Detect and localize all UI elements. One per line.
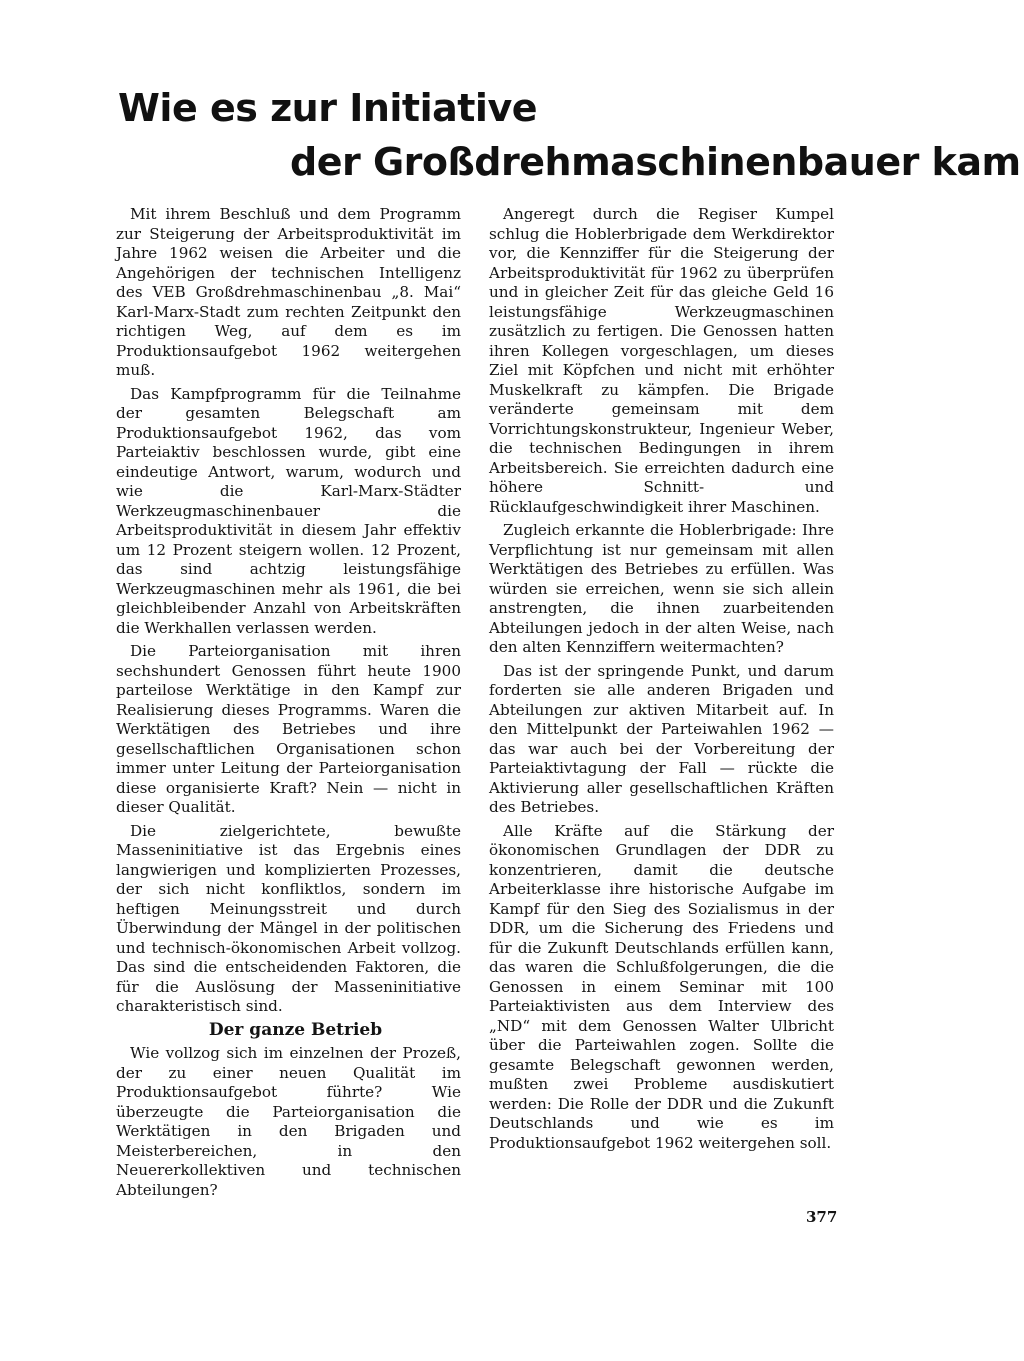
title-line-1: Wie es zur Initiative (118, 86, 537, 130)
right-paragraph-2: Zugleich erkannte die Hoblerbrigade: Ihre Verpflichtung ist nur gemeinsam mit allen Werktätigen des Betriebes zu erfüllen. Was würden sie erreichen, wenn sie sich allein anstrengten, die ihnen zuarbeitenden Abteilungen jedoch in der alten Weise, nach den alten Kennziffern weitermachten? (489, 521, 834, 656)
left-paragraph-2: Das Kampfprogramm für die Teilnahme der gesamten Belegschaft am Produktionsaufgebot 1962, das vom Parteiaktiv beschlossen wurde, gibt eine eindeutige Antwort, warum, wodurch und wie die Karl-Marx-Städter Werkzeugmaschinenbauer die Arbeitsproduktivität in diesem Jahr effektiv um 12 Prozent steigern wollen. 12 Prozent, das sind achtzig leistungsfähige Werkzeugmaschinen mehr als 1961, die bei gleichbleibender Anzahl von Arbeitskräften die Werkhallen verlassen werden. (116, 384, 461, 637)
left-paragraph-3: Die Parteiorganisation mit ihren sechshundert Genossen führt heute 1900 parteilose Werktätige in den Kampf zur Realisierung dieses Programms. Waren die Werktätigen des Betriebes und ihre gesellschaftlichen Organisationen schon immer unter Leitung der Parteiorganisation diese organisierte Kraft? Nein — nicht in dieser Qualität. (116, 642, 461, 816)
section-subheading: Der ganze Betrieb (208, 1019, 383, 1040)
left-paragraph-4: Die zielgerichtete, bewußte Masseninitiative ist das Ergebnis eines langwierigen und komplizierten Prozesses, der sich nicht konfliktlos, sondern im heftigen Meinungsstreit und durch Überwindung der Mängel in der politischen und technisch-ökonomischen Arbeit vollzog. Das sind die entscheidenden Faktoren, die für die Auslösung der Masseninitiative charakteristisch sind. (116, 821, 461, 1015)
right-paragraph-3: Das ist der springende Punkt, und darum forderten sie alle anderen Brigaden und Abteilungen zur aktiven Mitarbeit auf. In den Mittelpunkt der Parteiwahlen 1962 — das war auch bei der Vorbereitung der Parteiaktivtagung der Fall — rückte die Aktivierung aller gesellschaftlichen Kräften des Betriebes. (489, 661, 834, 816)
title-line-2: der Großdrehmaschinenbauer kam (290, 140, 1021, 184)
page-number: 377 (806, 1208, 838, 1226)
left-column (116, 205, 461, 1204)
left-paragraph-1: Mit ihrem Beschluß und dem Programm zur Steigerung der Arbeitsproduktivität im Jahre 1962 weisen die Arbeiter und die Angehörigen der technischen Intelligenz des VEB Großdrehmaschinenbau „8. Mai“ Karl-Marx-Stadt zum rechten Zeitpunkt den richtigen Weg, auf dem es im Produktionsaufgebot 1962 weitergehen muß. (116, 205, 461, 379)
right-paragraph-1: Angeregt durch die Regiser Kumpel schlug die Hoblerbrigade dem Werkdirektor vor, die Kennziffer für die Steigerung der Arbeitsproduktivität für 1962 zu überprüfen und in gleicher Zeit für das gleiche Geld 16 leistungsfähige Werkzeugmaschinen zusätzlich zu fertigen. Die Genossen hatten ihren Kollegen vorgeschlagen, um dieses Ziel mit Köpfchen und nicht mit erhöhter Muskelkraft zu kämpfen. Die Brigade veränderte gemeinsam mit dem Vorrichtungskonstrukteur, Ingenieur Weber, die technischen Bedingungen in ihrem Arbeitsbereich. Sie erreichten dadurch eine höhere Schnitt- und Rücklaufgeschwindigkeit ihrer Maschinen. (489, 205, 834, 516)
right-column (489, 205, 834, 1157)
right-paragraph-4: Alle Kräfte auf die Stärkung der ökonomischen Grundlagen der DDR zu konzentrieren, damit die deutsche Arbeiterklasse ihre historische Aufgabe im Kampf für den Sieg des Sozialismus in der DDR, um die Sicherung des Friedens und für die Zukunft Deutschlands erfüllen kann, das waren die Schlußfolgerungen, die die Genossen in einem Seminar mit 100 Parteiaktivisten aus dem Interview des „ND“ mit dem Genossen Walter Ulbricht über die Parteiwahlen zogen. Sollte die gesamte Belegschaft gewonnen werden, mußten zwei Probleme ausdiskutiert werden: Die Rolle der DDR und die Zukunft Deutschlands und wie es im Produktionsaufgebot 1962 weitergehen soll. (489, 821, 834, 1152)
left-paragraph-5: Wie vollzog sich im einzelnen der Prozeß, der zu einer neuen Qualität im Produktionsaufgebot führte? Wie überzeugte die Parteiorganisation die Werktätigen in den Brigaden und Meisterbereichen, in den Neuererkollektiven und technischen Abteilungen? (116, 1044, 461, 1199)
